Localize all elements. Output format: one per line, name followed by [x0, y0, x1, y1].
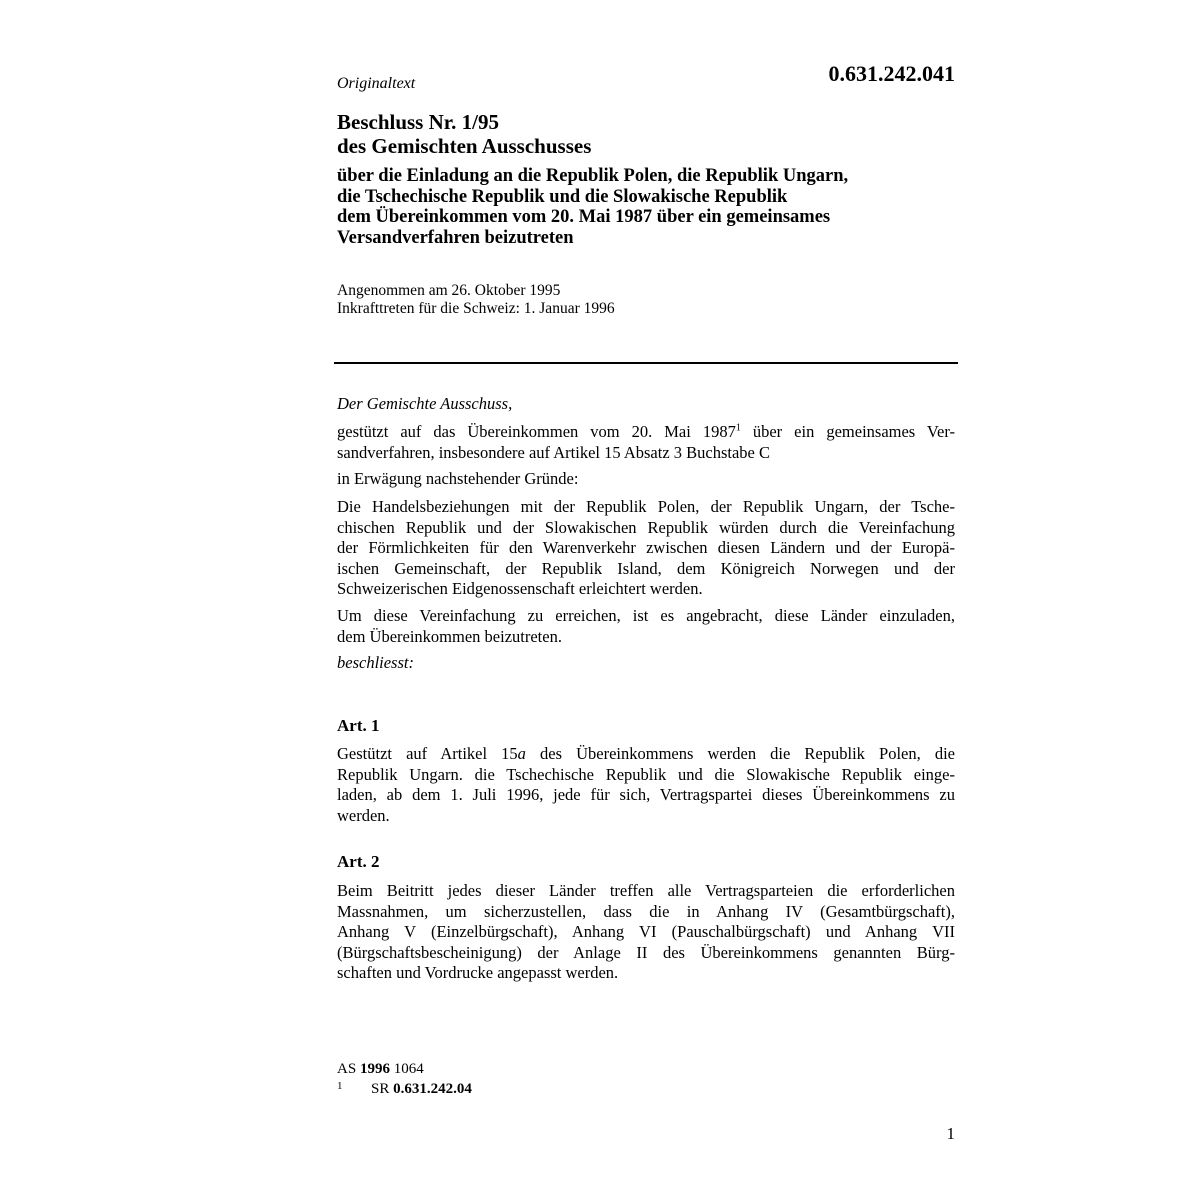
preamble-paragraph-3 [337, 497, 955, 600]
horizontal-rule [334, 362, 958, 364]
title-line-2: des Gemischten Ausschusses [337, 134, 592, 158]
adopted-date: Angenommen am 26. Oktober 1995 [337, 282, 561, 299]
document-subtitle [337, 166, 955, 248]
art2-line-2: Massnahmen, um sicherzustellen, dass die in Anhang IV (Gesamtbürgschaft), [337, 901, 955, 921]
art1-line-3: laden, ab dem 1. Juli 1996, jede für sich, Vertragspartei dieses Übereinkommens zu [337, 785, 955, 804]
in-force-date: Inkrafttreten für die Schweiz: 1. Januar 1996 [337, 299, 615, 317]
page-footer [337, 1059, 955, 1099]
footnote-ref-1[interactable]: 1 [735, 422, 741, 434]
preamble-p3-line-3: der Förmlichkeiten für den Warenverkehr zwischen diesen Ländern und der Europä- [337, 538, 955, 557]
preamble-paragraph-2: in Erwägung nachstehender Gründe: [337, 469, 579, 488]
article-1-heading: Art. 1 [337, 716, 380, 735]
art1-line-2: Republik Ungarn. die Tschechische Republik und die Slowakische Republik einge- [337, 764, 955, 784]
preamble-paragraph-4 [337, 606, 955, 647]
art2-line-4: (Bürgschaftsbescheinigung) der Anlage II des Übereinkommens genannten Bürg- [337, 942, 955, 962]
art2-line-1: Beim Beitritt jedes dieser Länder treffen alle Vertragsparteien die erforderlichen [337, 881, 955, 900]
article-1-text [337, 744, 955, 826]
art2-line-5: schaften und Vordrucke angepasst werden. [337, 963, 619, 982]
subtitle-line-3: dem Übereinkommen vom 20. Mai 1987 über ein gemeinsames [337, 207, 831, 227]
art1-line-4: werden. [337, 805, 390, 825]
subtitle-line-1: über die Einladung an die Republik Polen, die Republik Ungarn, [337, 166, 849, 186]
originaltext-label: Originaltext [337, 75, 416, 92]
preamble-p3-line-1: Die Handelsbeziehungen mit der Republik Polen, der Republik Ungarn, der Tsche- [337, 497, 955, 516]
resolves-label: beschliesst: [337, 653, 414, 672]
footnote-1 [337, 1079, 955, 1099]
document-title [337, 110, 955, 158]
article-2-text [337, 881, 955, 984]
sr-number: 0.631.242.041 [828, 61, 955, 86]
preamble-p4-line-1: Um diese Vereinfachung zu erreichen, ist es angebracht, diese Länder einzuladen, [337, 606, 955, 625]
preamble-p3-line-4: ischen Gemeinschaft, der Republik Island, dem Königreich Norwegen und der [337, 558, 955, 578]
title-line-1: Beschluss Nr. 1/95 [337, 110, 500, 134]
art2-line-3: Anhang V (Einzelbürgschaft), Anhang VI (Pauschalbürgschaft) und Anhang VII [337, 922, 955, 941]
footnote-number: 1 [337, 1080, 343, 1092]
committee-intro: Der Gemischte Ausschuss, [337, 394, 513, 413]
art1-line-1: Gestützt auf Artikel 15a des Übereinkommens werden die Republik Polen, die [337, 744, 955, 763]
subtitle-line-2: die Tschechische Republik und die Slowakische Republik [337, 186, 788, 207]
adoption-meta [337, 282, 955, 317]
preamble-paragraph-1 [337, 422, 955, 463]
page-number: 1 [946, 1124, 955, 1143]
preamble-p3-line-2: chischen Republik und der Slowakischen Republik würden durch die Vereinfachung [337, 517, 955, 537]
subtitle-line-4: Versandverfahren beizutreten [337, 227, 574, 248]
preamble-p3-line-5: Schweizerischen Eidgenossenschaft erleichtert werden. [337, 579, 703, 598]
as-reference: AS 1996 1064 [337, 1061, 424, 1077]
preamble-p4-line-2: dem Übereinkommen beizutreten. [337, 626, 562, 646]
footnote-text: SR 0.631.242.04 [371, 1081, 472, 1097]
article-2-heading: Art. 2 [337, 852, 380, 871]
preamble-p1-line-2: sandverfahren, insbesondere auf Artikel 15 Absatz 3 Buchstabe C [337, 442, 771, 462]
preamble-p1-line-1: gestützt auf das Übereinkommen vom 20. Mai 1987$^1$ über ein gemeinsames Ver- [337, 422, 955, 441]
